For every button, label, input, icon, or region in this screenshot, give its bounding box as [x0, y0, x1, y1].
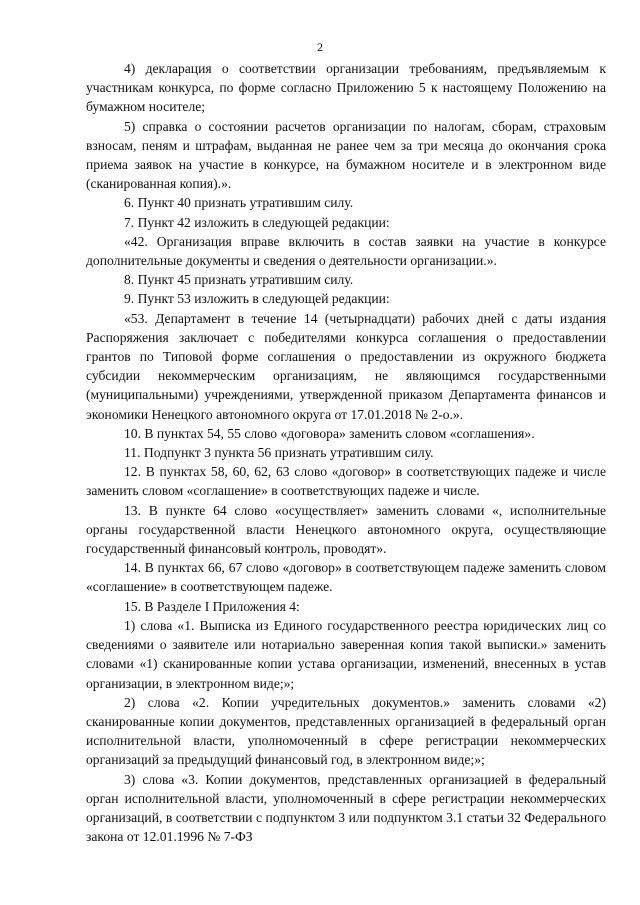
page-number: 2: [317, 40, 323, 54]
paragraph: «53. Департамент в течение 14 (четырнадцати) рабочих дней с даты издания Распоряжения заключает с победителями конкурса соглашения о предоставлении грантов по Типовой форме соглашения о предоставлении из окружного бюджета субсидии некоммерческим организациям, не являющимся государственными (муниципальными) учреждениями, утвержденной приказом Департамента финансов и экономики Ненецкого автономного округа от 17.01.2018 № 2-о.».: [86, 310, 606, 422]
paragraph: 10. В пунктах 54, 55 слово «договора» заменить словом «соглашения».: [124, 425, 535, 441]
document-body: [86, 59, 606, 846]
paragraph: 1) слова «1. Выписка из Единого государственного реестра юридических лиц со сведениями о заявителе или нотариально заверенная копия такой выписки.» заменить словами «1) сканированные копии устава организации, изменений, внесенных в устав организации, в электронном виде;»;: [86, 617, 606, 691]
paragraph: 7. Пункт 42 изложить в следующей редакции:: [124, 214, 390, 230]
paragraph: 13. В пункте 64 слово «осуществляет» заменить словами «, исполнительные органы государственной власти Ненецкого автономного округа, осуществляющие государственный финансовый контроль, проводят».: [86, 502, 606, 557]
paragraph: 15. В Разделе I Приложения 4:: [124, 598, 300, 614]
paragraph: 2) слова «2. Копии учредительных документов.» заменить словами «2) сканированные копии документов, представленных организацией в федеральный орган исполнительной власти, уполномоченный в сфере регистрации некоммерческих организаций за предыдущий финансовый год, в электронном виде;»;: [86, 694, 606, 768]
paragraph: 3) слова «3. Копии документов, представленных организацией в федеральный орган исполнительной власти, уполномоченный в сфере регистрации некоммерческих организаций, в соответствии с подпунктом 3 или подпунктом 3.1 статьи 32 Федерального закона от 12.01.1996 № 7-ФЗ: [86, 771, 606, 845]
paragraph: 11. Подпункт 3 пункта 56 признать утратившим силу.: [124, 445, 434, 461]
paragraph: 12. В пунктах 58, 60, 62, 63 слово «договор» в соответствующих падеже и числе заменить словом «соглашение» в соответствующих падеже и числе.: [86, 464, 606, 499]
paragraph: 6. Пункт 40 признать утратившим силу.: [124, 195, 354, 211]
paragraph: 4) декларация о соответствии организации требованиям, предъявляемым к участникам конкурса, по форме согласно Приложению 5 к настоящему Положению на бумажном носителе;: [86, 61, 606, 115]
paragraph: 14. В пунктах 66, 67 слово «договор» в соответствующем падеже заменить словом «соглашение» в соответствующем падеже.: [86, 560, 606, 595]
paragraph: 9. Пункт 53 изложить в следующей редакции:: [124, 291, 390, 307]
paragraph: 5) справка о состоянии расчетов организации по налогам, сборам, страховым взносам, пеням и штрафам, выданная не ранее чем за три месяца до окончания срока приема заявок на участие в конкурсе, на бумажном носителе и в электронном виде (сканированная копия).».: [86, 118, 606, 192]
paragraph: «42. Организация вправе включить в состав заявки на участие в конкурсе дополнительные документы и сведения о деятельности организации.».: [86, 233, 606, 269]
paragraph: 8. Пункт 45 признать утратившим силу.: [124, 272, 354, 288]
